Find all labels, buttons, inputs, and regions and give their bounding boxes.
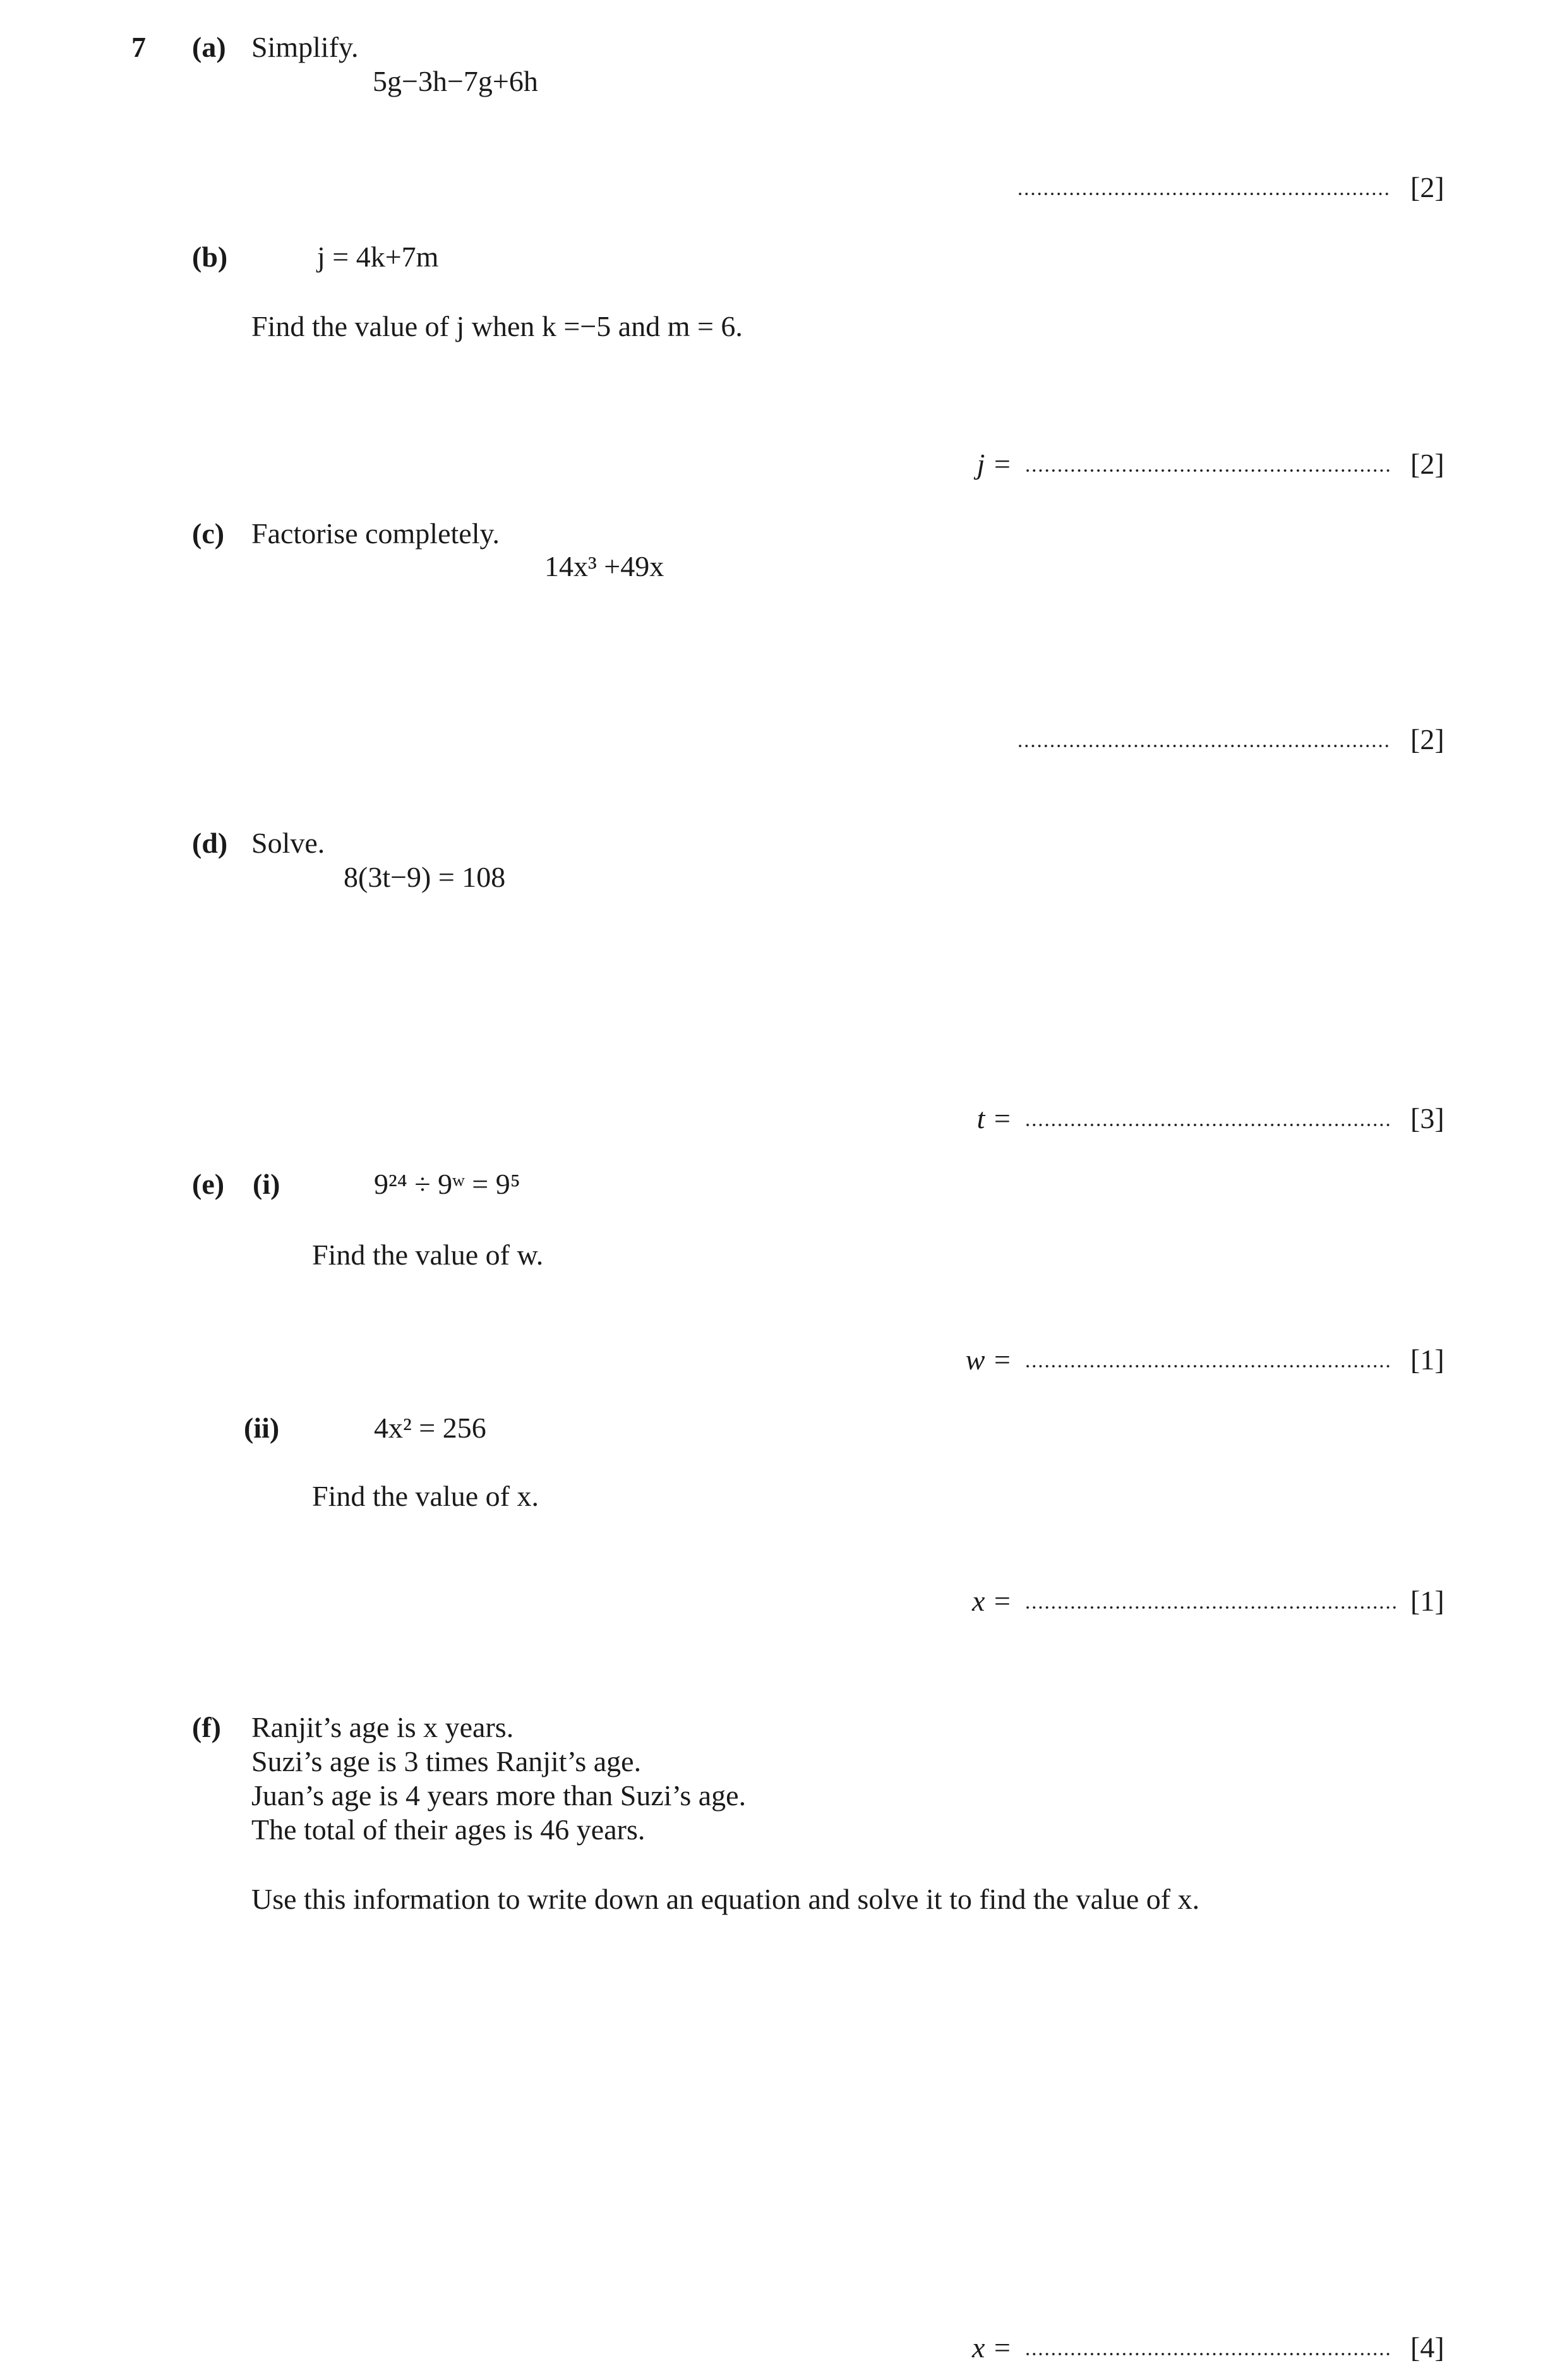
part-f-line-3: Juan’s age is 4 years more than Suzi’s age.: [251, 1779, 747, 1812]
part-e-ii-answer-label: x =: [972, 1585, 1012, 1617]
part-e-ii-instruction: Find the value of x.: [312, 1480, 539, 1512]
part-d-marks: [3]: [1410, 1102, 1444, 1134]
part-e-i-marks: [1]: [1410, 1343, 1444, 1376]
part-b-answer-label: j =: [976, 448, 1012, 480]
part-b-marks: [2]: [1410, 448, 1444, 480]
part-d-equation: 8(3t−9) = 108: [344, 861, 506, 893]
part-c-expression: 14x³ +49x: [544, 550, 664, 582]
part-a-label: (a): [192, 31, 226, 63]
part-e-ii-answer-line[interactable]: [1024, 1606, 1397, 1609]
part-a-answer-line[interactable]: [1017, 192, 1390, 196]
part-f-label: (f): [192, 1711, 221, 1743]
part-b-label: (b): [192, 241, 228, 273]
part-d-answer-line[interactable]: [1024, 1123, 1390, 1127]
part-f-instruction: Use this information to write down an equation and solve it to find the value of x.: [251, 1883, 1200, 1915]
part-c-marks: [2]: [1410, 723, 1444, 755]
part-f-marks: [4]: [1410, 2331, 1444, 2364]
part-f-line-2: Suzi’s age is 3 times Ranjit’s age.: [251, 1745, 642, 1777]
part-f-answer-line[interactable]: [1024, 2352, 1390, 2356]
part-d-label: (d): [192, 827, 228, 859]
question-number: 7: [131, 31, 146, 63]
part-b-equation: j = 4k+7m: [317, 241, 439, 273]
part-c-instruction: Factorise completely.: [251, 517, 500, 550]
part-e-ii-marks: [1]: [1410, 1585, 1444, 1617]
part-c-answer-line[interactable]: [1017, 744, 1390, 748]
part-e-i-equation: 9²⁴ ÷ 9ʷ = 9⁵: [374, 1168, 520, 1200]
part-e-i-instruction: Find the value of w.: [312, 1239, 544, 1271]
part-f-line-1: Ranjit’s age is x years.: [251, 1711, 514, 1743]
part-e-i-answer-label: w =: [965, 1343, 1012, 1376]
part-d-answer-label: t =: [976, 1102, 1012, 1134]
part-b-answer-line[interactable]: [1024, 469, 1390, 472]
part-f-line-4: The total of their ages is 46 years.: [251, 1813, 645, 1846]
part-c-label: (c): [192, 517, 225, 550]
part-e-i-label: (i): [253, 1168, 280, 1200]
part-e-ii-equation: 4x² = 256: [374, 1412, 486, 1444]
part-e-i-answer-line[interactable]: [1024, 1364, 1390, 1368]
part-e-label: (e): [192, 1168, 225, 1200]
part-d-instruction: Solve.: [251, 827, 325, 859]
part-f-answer-label: x =: [972, 2331, 1012, 2364]
part-a-expression: 5g−3h−7g+6h: [373, 65, 538, 97]
part-e-ii-label: (ii): [244, 1412, 280, 1444]
part-b-instruction: Find the value of j when k =−5 and m = 6.: [251, 310, 743, 342]
part-a-marks: [2]: [1410, 171, 1444, 203]
part-a-instruction: Simplify.: [251, 31, 359, 63]
